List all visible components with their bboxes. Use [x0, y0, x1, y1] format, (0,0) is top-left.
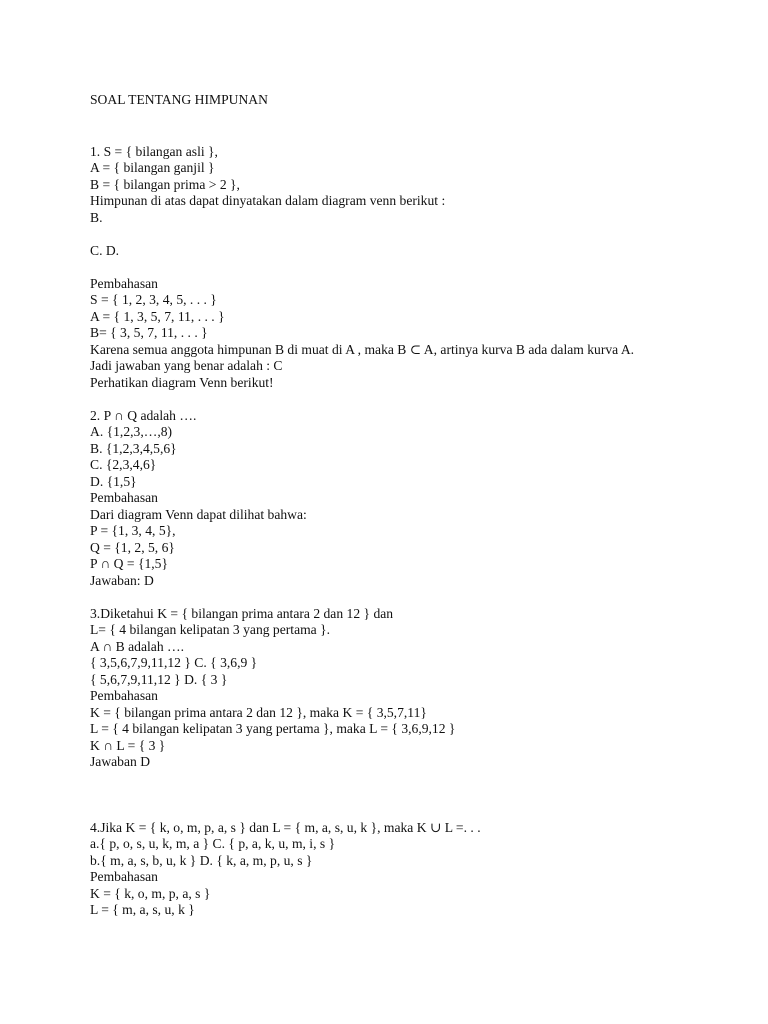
question-4-line: Pembahasan: [90, 869, 158, 884]
question-3-line: 3.Diketahui K = { bilangan prima antara 2 dan 12 } dan: [90, 605, 394, 621]
question-1-line: Himpunan di atas dapat dinyatakan dalam diagram venn berikut :: [90, 193, 446, 208]
question-2-line: A. {1,2,3,…,8): [90, 424, 173, 439]
discussion-line: A = { 1, 3, 5, 7, 11, . . . }: [90, 308, 225, 324]
discussion-line: Jadi jawaban yang benar adalah : C: [90, 358, 283, 373]
question-1-line: 1. S = { bilangan asli },: [90, 143, 218, 159]
question-3-line: { 3,5,6,7,9,11,12 } C. { 3,6,9 }: [90, 655, 258, 670]
question-3-line: L= { 4 bilangan kelipatan 3 yang pertama }.: [90, 622, 331, 637]
question-2-line: D. {1,5}: [90, 473, 137, 489]
question-3: [90, 606, 750, 771]
question-1-line: B = { bilangan prima > 2 },: [90, 176, 240, 192]
question-3-line: K = { bilangan prima antara 2 dan 12 }, maka K = { 3,5,7,11}: [90, 704, 427, 720]
question-3-line: K ∩ L = { 3 }: [90, 737, 166, 753]
discussion-line: B= { 3, 5, 7, 11, . . . }: [90, 325, 208, 340]
question-3-line: A ∩ B adalah ….: [90, 638, 185, 654]
question-2-line: C. {2,3,4,6}: [90, 457, 157, 472]
document-page: [90, 92, 750, 919]
question-4-line: K = { k, o, m, p, a, s }: [90, 885, 211, 901]
question-2: [90, 408, 750, 590]
question-2-line: B. {1,2,3,4,5,6}: [90, 440, 177, 456]
question-2-line: Dari diagram Venn dapat dilihat bahwa:: [90, 506, 307, 522]
question-2-line: 2. P ∩ Q adalah ….: [90, 407, 197, 423]
question-4: [90, 820, 750, 919]
question-2-line: Jawaban: D: [90, 572, 154, 588]
discussion-line: S = { 1, 2, 3, 4, 5, . . . }: [90, 292, 217, 307]
question-4-line: b.{ m, a, s, b, u, k } D. { k, a, m, p, u, s }: [90, 852, 313, 868]
question-1-line: A = { bilangan ganjil }: [90, 160, 215, 175]
discussion-line: Perhatikan diagram Venn berikut!: [90, 374, 274, 390]
question-2-line: Q = {1, 2, 5, 6}: [90, 539, 175, 555]
question-2-line: Pembahasan: [90, 490, 158, 505]
discussion-line: Karena semua anggota himpunan B di muat di A , maka B ⊂ A, artinya kurva B ada dalam kurva A.: [90, 341, 635, 357]
discussion-line: Pembahasan: [90, 275, 158, 291]
question-2-line: P = {1, 3, 4, 5},: [90, 523, 176, 538]
question-3-line: Jawaban D: [90, 754, 151, 769]
document-title: SOAL TENTANG HIMPUNAN: [90, 92, 268, 107]
question-3-line: Pembahasan: [90, 688, 158, 703]
question-2-line: P ∩ Q = {1,5}: [90, 556, 168, 571]
question-3-line: L = { 4 bilangan kelipatan 3 yang pertama }, maka L = { 3,6,9,12 }: [90, 721, 456, 736]
question-1: [90, 144, 750, 392]
question-4-line: a.{ p, o, s, u, k, m, a } C. { p, a, k, u, m, i, s }: [90, 836, 336, 851]
question-4-line: 4.Jika K = { k, o, m, p, a, s } dan L = { m, a, s, u, k }, maka K ∪ L =. . .: [90, 819, 481, 835]
question-1-options: C. D.: [90, 242, 120, 258]
question-1-line: B.: [90, 209, 103, 225]
question-3-line: { 5,6,7,9,11,12 } D. { 3 }: [90, 671, 228, 687]
question-4-line: L = { m, a, s, u, k }: [90, 902, 195, 917]
